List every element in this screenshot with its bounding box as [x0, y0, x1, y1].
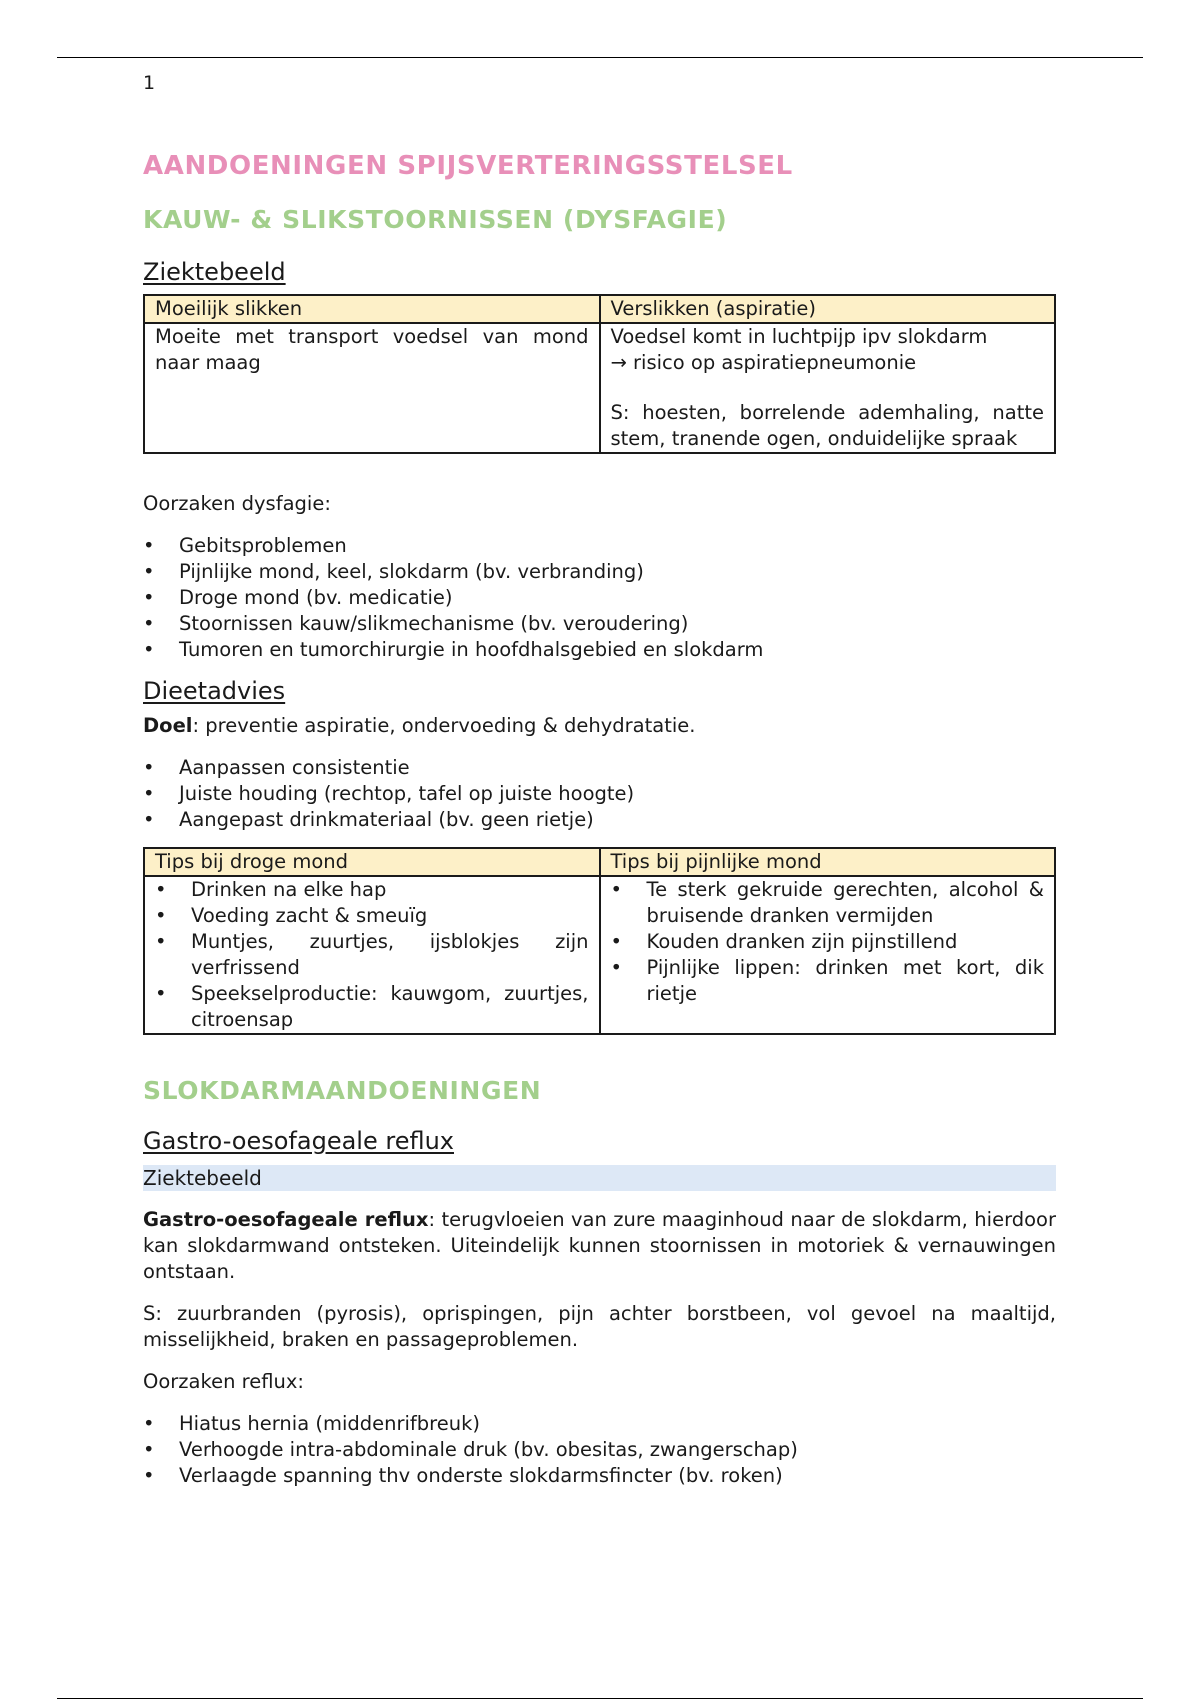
list-item: • Muntjes, zuurtjes, ijsblokjes zijn verfrissend: [191, 929, 589, 981]
tips-list: [155, 877, 589, 1033]
table-header: Tips bij pijnlijke mond: [600, 848, 1056, 876]
table-header: Moeilijk slikken: [144, 295, 600, 323]
goal-label: Doel: [143, 714, 193, 737]
table-header: Tips bij droge mond: [144, 848, 600, 876]
table-cell: [144, 876, 600, 1034]
reflux-symptoms: S: zuurbranden (pyrosis), oprispingen, pijn achter borstbeen, vol gevoel na maaltijd, misselijkheid, braken en passageproblemen.: [143, 1302, 1056, 1351]
table-cell: [144, 323, 600, 453]
list-item: • Aanpassen consistentie: [179, 755, 1056, 781]
list-item: • Pijnlijke lippen: drinken met kort, dik rietje: [647, 955, 1045, 1007]
reflux-definition: [143, 1207, 1056, 1285]
dysfagie-table: [143, 294, 1056, 454]
cell-text: Voedsel komt in luchtpijp ipv slokdarm: [610, 325, 988, 348]
cell-text: Moeite met transport voedsel van mond naar maag: [155, 325, 589, 374]
list-item: • Gebitsproblemen: [179, 533, 1056, 559]
list-item: • Hiatus hernia (middenrifbreuk): [179, 1411, 1056, 1437]
header-rule: [57, 57, 1143, 58]
reflux-causes-list: [143, 1411, 1056, 1489]
reflux-causes-label: Oorzaken reflux:: [143, 1370, 304, 1393]
tips-list: [611, 877, 1045, 1007]
document-body: [143, 150, 1056, 1489]
goal-text: : preventie aspiratie, ondervoeding & dehydratatie.: [192, 714, 696, 737]
section-heading-dysfagie: KAUW- & SLIKSTOORNISSEN (DYSFAGIE): [143, 205, 728, 234]
list-item: • Stoornissen kauw/slikmechanisme (bv. veroudering): [179, 611, 1056, 637]
causes-list: [143, 533, 1056, 663]
subheading-dieetadvies: Dieetadvies: [143, 677, 286, 705]
table-header: Verslikken (aspiratie): [600, 295, 1056, 323]
cell-text: S: hoesten, borrelende ademhaling, natte stem, tranende ogen, onduidelijke spraak: [610, 401, 1044, 450]
list-item: • Droge mond (bv. medicatie): [179, 585, 1056, 611]
causes-label: Oorzaken dysfagie:: [143, 492, 331, 515]
list-item: • Verlaagde spanning thv onderste slokdarmsfincter (bv. roken): [179, 1463, 1056, 1489]
list-item: • Te sterk gekruide gerechten, alcohol & bruisende dranken vermijden: [647, 877, 1045, 929]
page-number: 1: [143, 72, 156, 94]
footer-rule: [57, 1698, 1143, 1699]
list-item: • Speekselproductie: kauwgom, zuurtjes, citroensap: [191, 981, 589, 1033]
tips-table: [143, 847, 1056, 1035]
list-item: • Voeding zacht & smeuïg: [191, 903, 589, 929]
list-item: • Kouden dranken zijn pijnstillend: [647, 929, 1045, 955]
subheading-ziektebeeld: Ziektebeeld: [143, 258, 286, 286]
reflux-text: : terugvloeien van zure maaginhoud naar de slokdarm, hierdoor kan slokdarmwand ontsteken. Uiteindelijk kunnen stoornissen in motoriek & vernauwingen ontstaan.: [143, 1208, 1056, 1283]
list-item: • Aangepast drinkmateriaal (bv. geen rietje): [179, 807, 1056, 833]
advice-list: [143, 755, 1056, 833]
document-title: AANDOENINGEN SPIJSVERTERINGSSTELSEL: [143, 151, 793, 181]
list-item: • Verhoogde intra-abdominale druk (bv. obesitas, zwangerschap): [179, 1437, 1056, 1463]
list-item: • Drinken na elke hap: [191, 877, 589, 903]
section-heading-slokdarm: SLOKDARMAANDOENINGEN: [143, 1076, 542, 1105]
goal-line: [143, 713, 1056, 739]
table-cell: [600, 876, 1056, 1034]
subheading-reflux: Gastro-oesofageale reflux: [143, 1127, 454, 1155]
list-item: • Juiste houding (rechtop, tafel op juiste hoogte): [179, 781, 1056, 807]
list-item: • Tumoren en tumorchirurgie in hoofdhalsgebied en slokdarm: [179, 637, 1056, 663]
reflux-term: Gastro-oesofageale reflux: [143, 1208, 429, 1231]
list-item: • Pijnlijke mond, keel, slokdarm (bv. verbranding): [179, 559, 1056, 585]
table-cell: [600, 323, 1056, 453]
shaded-subheading: Ziektebeeld: [143, 1165, 1056, 1191]
cell-text: → risico op aspiratiepneumonie: [610, 351, 917, 374]
